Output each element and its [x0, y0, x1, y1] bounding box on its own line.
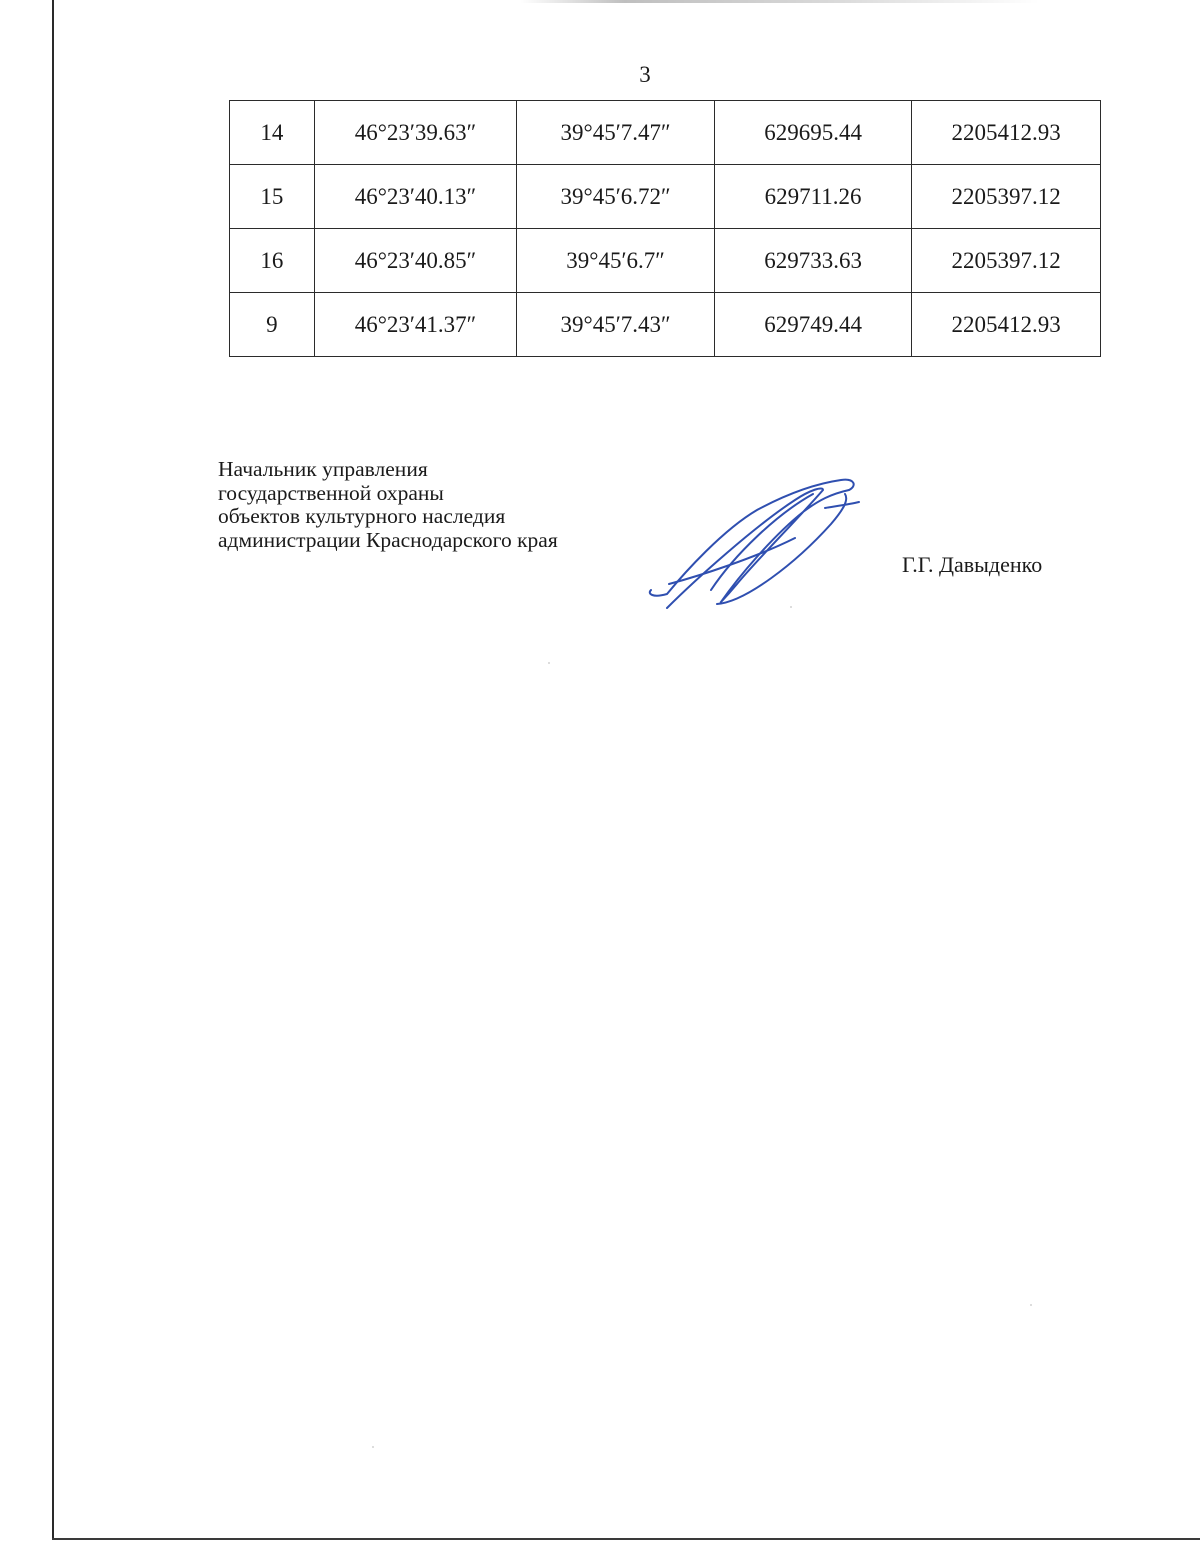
- x-coordinate-cell: 629749.44: [714, 293, 912, 357]
- signatory-title: [218, 458, 558, 552]
- longitude-cell: 39°45′7.43″: [517, 293, 715, 357]
- x-coordinate-cell: 629695.44: [714, 101, 912, 165]
- latitude-cell: 46°23′39.63″: [314, 101, 517, 165]
- coordinates-table: [229, 100, 1101, 357]
- y-coordinate-cell: 2205397.12: [912, 229, 1101, 293]
- longitude-cell: 39°45′6.7″: [517, 229, 715, 293]
- y-coordinate-cell: 2205397.12: [912, 165, 1101, 229]
- page-left-edge: [52, 0, 54, 1540]
- scan-top-smudge: [520, 0, 1040, 3]
- point-number-cell: 16: [230, 229, 315, 293]
- x-coordinate-cell: 629711.26: [714, 165, 912, 229]
- y-coordinate-cell: 2205412.93: [912, 293, 1101, 357]
- x-coordinate-cell: 629733.63: [714, 229, 912, 293]
- table-row: [230, 293, 1101, 357]
- table-row: [230, 101, 1101, 165]
- signatory-title-line: администрации Краснодарского края: [218, 527, 558, 552]
- point-number-cell: 9: [230, 293, 315, 357]
- latitude-cell: 46°23′41.37″: [314, 293, 517, 357]
- table-row: [230, 229, 1101, 293]
- signatory-title-line: Начальник управления: [218, 457, 428, 481]
- page-bottom-edge: [52, 1538, 1200, 1540]
- point-number-cell: 14: [230, 101, 315, 165]
- y-coordinate-cell: 2205412.93: [912, 101, 1101, 165]
- scan-speck: [790, 606, 792, 608]
- latitude-cell: 46°23′40.85″: [314, 229, 517, 293]
- point-number-cell: 15: [230, 165, 315, 229]
- page-number: 3: [639, 62, 651, 87]
- signatory-title-line: объектов культурного наследия: [218, 504, 506, 528]
- signatory-title-line: государственной охраны: [218, 480, 444, 505]
- longitude-cell: 39°45′7.47″: [517, 101, 715, 165]
- scan-speck: [548, 662, 550, 664]
- scan-speck: [1030, 1304, 1032, 1306]
- longitude-cell: 39°45′6.72″: [517, 165, 715, 229]
- latitude-cell: 46°23′40.13″: [314, 165, 517, 229]
- scan-speck: [372, 1446, 374, 1448]
- signatory-name: Г.Г. Давыденко: [902, 552, 1043, 577]
- handwritten-signature: [645, 472, 865, 617]
- table-row: [230, 165, 1101, 229]
